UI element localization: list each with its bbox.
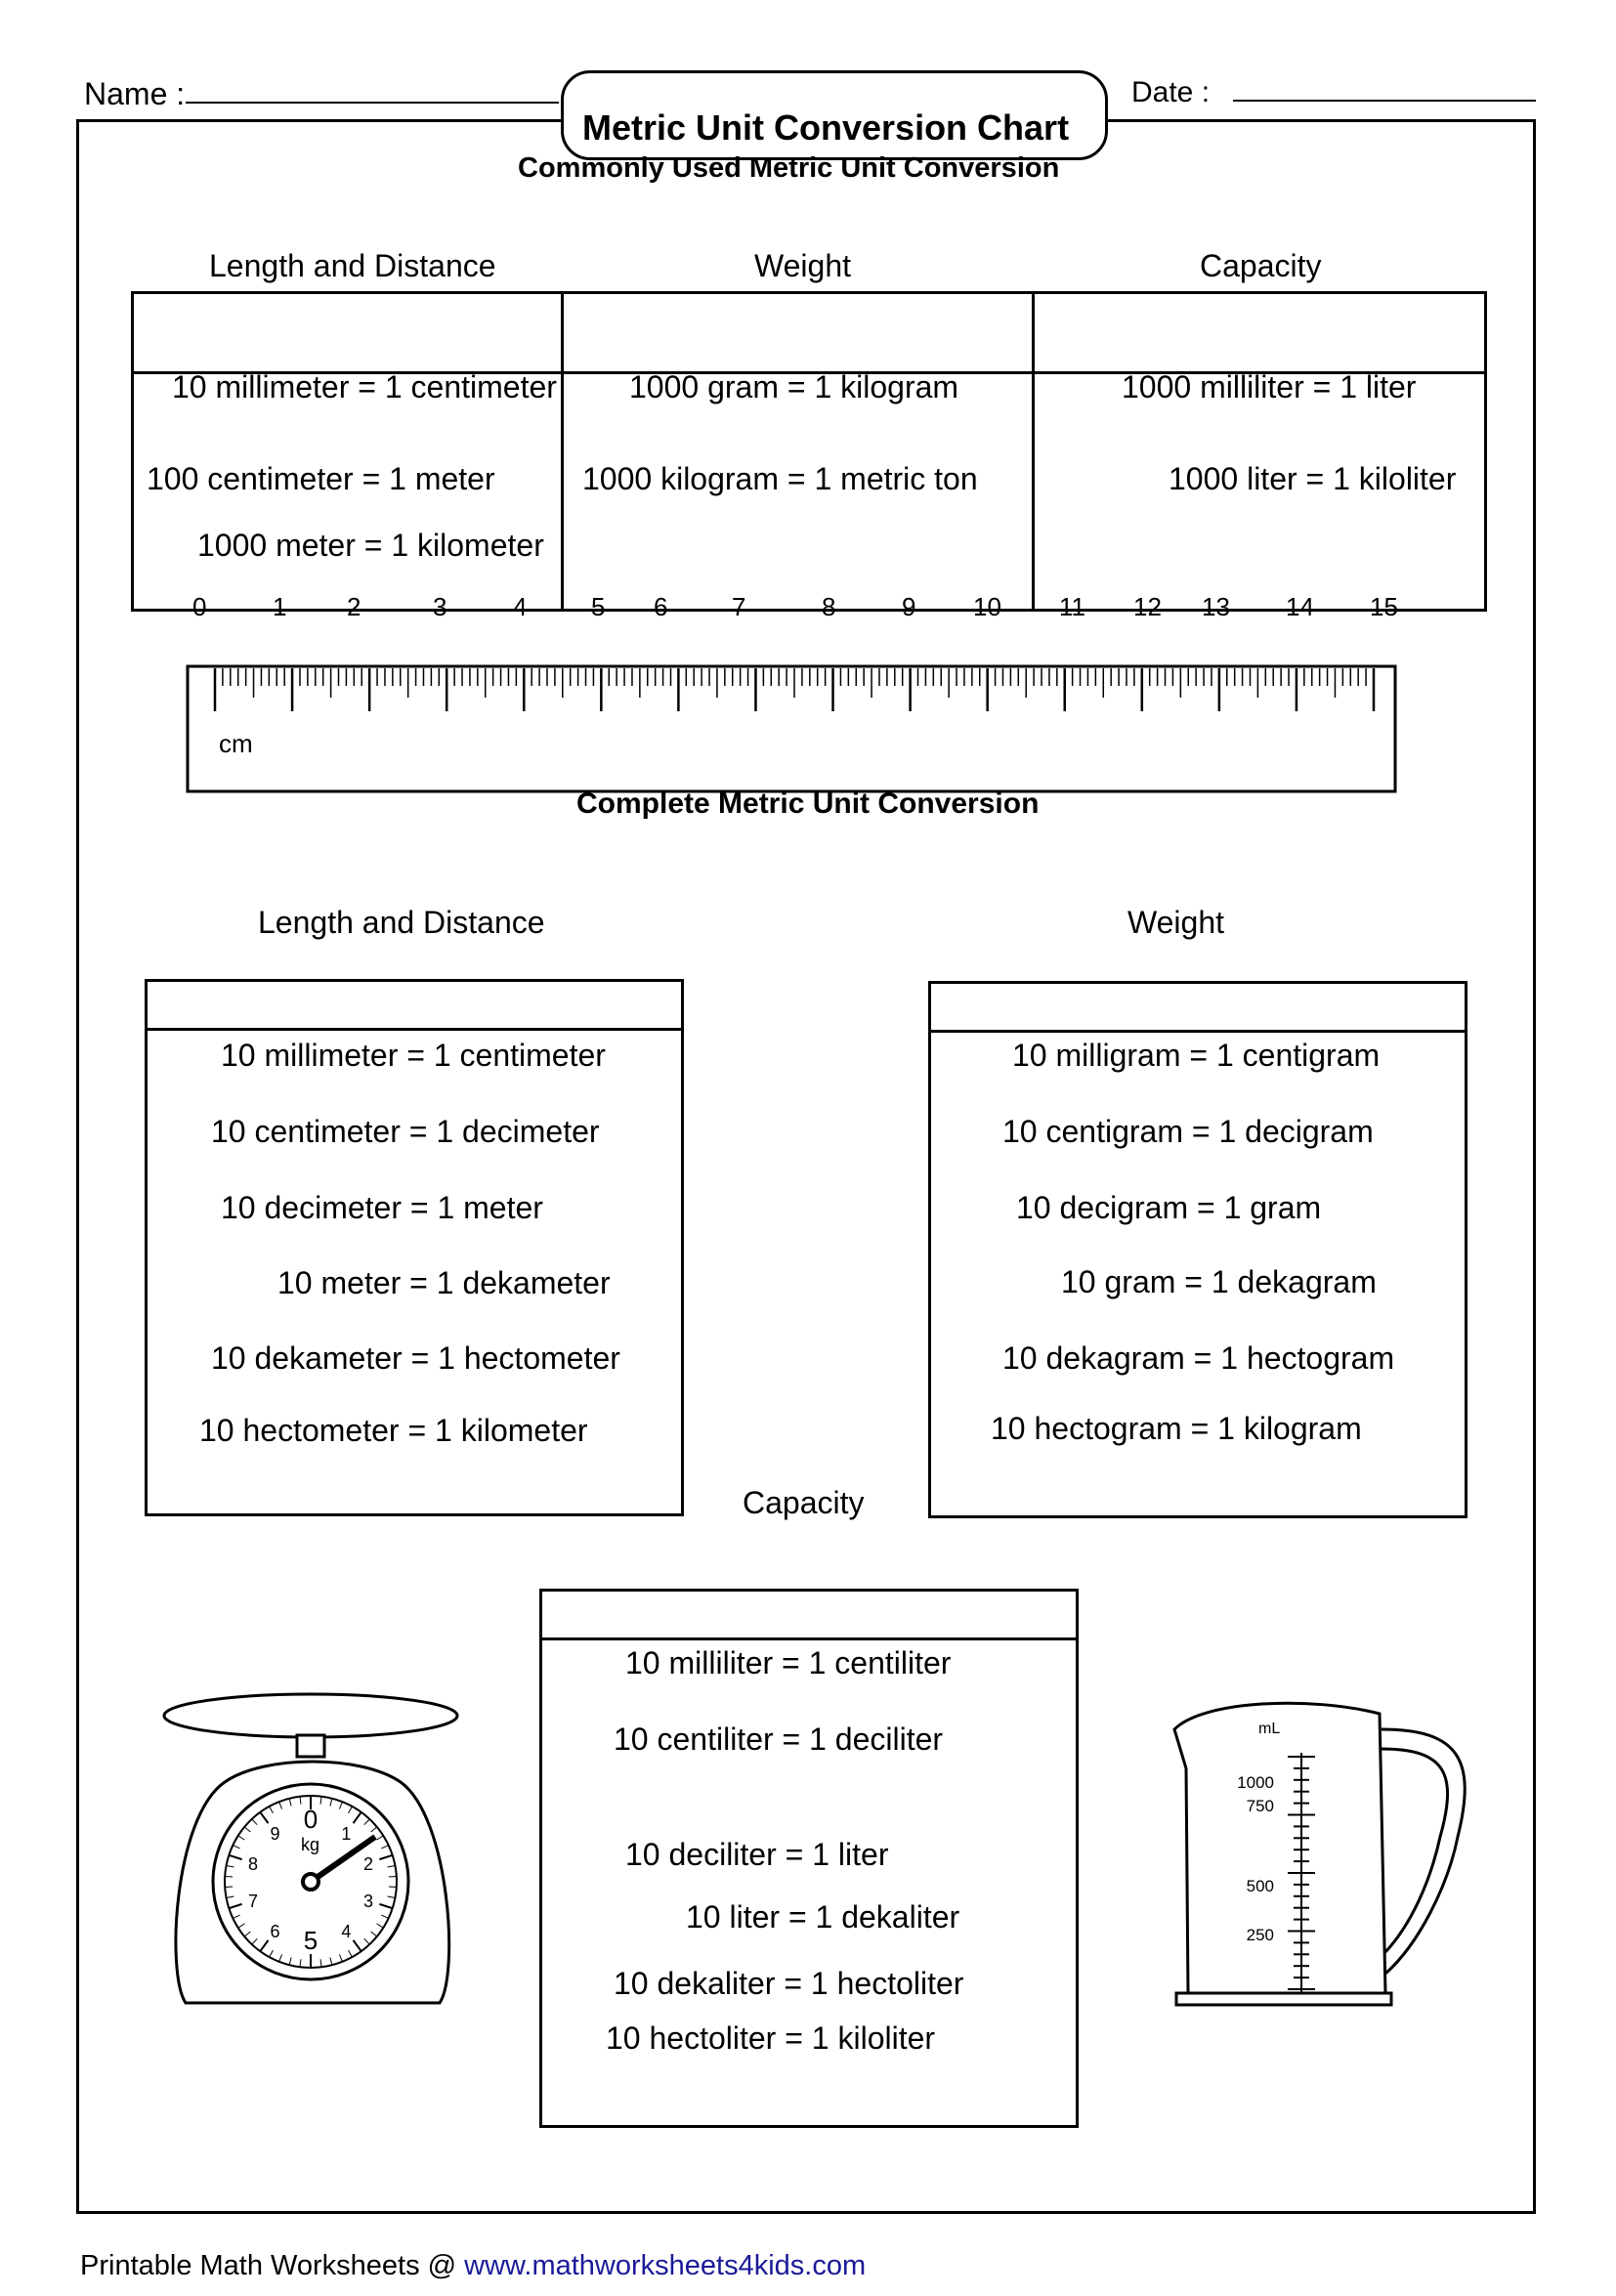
dial-number: 4 <box>341 1922 352 1942</box>
scale-needle-hub <box>303 1874 319 1890</box>
complete-length-6: 10 hectometer = 1 kilometer <box>199 1413 588 1448</box>
ruler-number-9: 9 <box>902 592 916 621</box>
date-label: Date : <box>1131 76 1211 108</box>
scale-plate <box>164 1694 457 1737</box>
ruler-number-5: 5 <box>591 592 606 621</box>
jug-mark-label: 500 <box>1246 1877 1274 1895</box>
ruler-number-3: 3 <box>433 592 447 621</box>
complete-length-4: 10 meter = 1 dekameter <box>277 1265 611 1300</box>
ruler-number-7: 7 <box>732 592 746 621</box>
page-title: Metric Unit Conversion Chart <box>582 107 1070 148</box>
ruler-number-0: 0 <box>192 592 207 621</box>
scale-unit: kg <box>301 1835 320 1854</box>
common-length-2: 100 centimeter = 1 meter <box>147 461 495 496</box>
complete-weight-4: 10 gram = 1 dekagram <box>1061 1264 1377 1299</box>
jug-base <box>1176 1993 1391 2005</box>
complete-weight-2: 10 centigram = 1 decigram <box>1002 1114 1374 1149</box>
footer-prefix: Printable Math Worksheets @ <box>80 2250 465 2281</box>
ruler-number-14: 14 <box>1286 592 1314 621</box>
common-capacity-1: 1000 milliliter = 1 liter <box>1122 369 1417 404</box>
complete-length-3: 10 decimeter = 1 meter <box>221 1190 543 1225</box>
ruler <box>186 664 1397 793</box>
complete-capacity-6: 10 hectoliter = 1 kiloliter <box>606 2020 936 2056</box>
ruler-number-15: 15 <box>1370 592 1398 621</box>
dial-number: 6 <box>270 1922 280 1942</box>
jug-mark-label: 1000 <box>1237 1773 1274 1792</box>
common-weight-2: 1000 kilogram = 1 metric ton <box>582 461 978 496</box>
ruler-number-6: 6 <box>654 592 668 621</box>
complete-weight-1: 10 milligram = 1 centigram <box>1012 1038 1381 1073</box>
common-table <box>131 291 1487 612</box>
dial-number: 3 <box>362 1892 373 1912</box>
complete-weight-header-line <box>928 1030 1467 1033</box>
common-table-divider-2 <box>1032 291 1035 612</box>
complete-capacity-label: Capacity <box>743 1485 865 1520</box>
common-length-1: 10 millimeter = 1 centimeter <box>172 369 557 404</box>
dial-tick <box>225 1876 233 1877</box>
complete-capacity-5: 10 dekaliter = 1 hectoliter <box>614 1966 964 2001</box>
dial-number: 0 <box>303 1805 319 1834</box>
complete-capacity-3: 10 deciliter = 1 liter <box>625 1837 889 1872</box>
date-line[interactable] <box>1233 100 1536 102</box>
col-capacity-label: Capacity <box>1200 248 1322 283</box>
dial-number: 2 <box>362 1853 373 1874</box>
col-weight-label: Weight <box>754 248 852 283</box>
dial-tick <box>389 1876 397 1877</box>
kitchen-scale-illustration <box>156 1680 469 2013</box>
complete-weight-5: 10 dekagram = 1 hectogram <box>1002 1340 1395 1376</box>
footer <box>80 2252 866 2280</box>
name-label: Name : <box>84 76 186 111</box>
common-weight-1: 1000 gram = 1 kilogram <box>629 369 959 404</box>
complete-length-2: 10 centimeter = 1 decimeter <box>211 1114 600 1149</box>
complete-weight-6: 10 hectogram = 1 kilogram <box>991 1411 1362 1446</box>
common-length-3: 1000 meter = 1 kilometer <box>197 528 544 563</box>
ruler-number-12: 12 <box>1133 592 1162 621</box>
col-length-label: Length and Distance <box>209 248 496 283</box>
complete-capacity-header-line <box>539 1637 1079 1640</box>
dial-number: 1 <box>341 1823 352 1844</box>
ruler-number-4: 4 <box>513 592 528 621</box>
complete-length-1: 10 millimeter = 1 centimeter <box>221 1038 606 1073</box>
jug-mark-label: 750 <box>1246 1797 1274 1815</box>
measuring-jug-illustration <box>1165 1690 1477 2013</box>
complete-title: Complete Metric Unit Conversion <box>576 787 1040 820</box>
name-line[interactable] <box>186 102 559 104</box>
complete-weight-3: 10 decigram = 1 gram <box>1016 1190 1322 1225</box>
jug-handle-inner <box>1382 1749 1448 1952</box>
ruler-number-13: 13 <box>1202 592 1230 621</box>
dial-number: 9 <box>270 1823 280 1844</box>
common-table-divider-1 <box>561 291 564 612</box>
ruler-number-10: 10 <box>973 592 1001 621</box>
jug-body <box>1174 1703 1385 1993</box>
jug-mark-label: 250 <box>1246 1926 1274 1944</box>
ruler-number-1: 1 <box>273 592 287 621</box>
complete-capacity-1: 10 milliliter = 1 centiliter <box>625 1645 952 1680</box>
dial-tick <box>225 1887 233 1888</box>
jug-handle-outer <box>1382 1729 1465 1974</box>
complete-capacity-4: 10 liter = 1 dekaliter <box>686 1899 960 1935</box>
dial-number: 7 <box>248 1892 259 1912</box>
jug-unit: mL <box>1258 1721 1281 1737</box>
complete-length-label: Length and Distance <box>258 905 545 940</box>
dial-tick <box>389 1887 397 1888</box>
ruler-unit: cm <box>219 729 253 758</box>
ruler-number-8: 8 <box>822 592 836 621</box>
ruler-number-2: 2 <box>347 592 361 621</box>
dial-number: 5 <box>303 1926 319 1955</box>
subtitle: Commonly Used Metric Unit Conversion <box>518 152 1060 184</box>
ruler-number-11: 11 <box>1059 592 1085 621</box>
complete-length-header-line <box>145 1028 684 1031</box>
common-capacity-2: 1000 liter = 1 kiloliter <box>1169 461 1457 496</box>
footer-link[interactable]: www.mathworksheets4kids.com <box>464 2250 867 2281</box>
complete-length-5: 10 dekameter = 1 hectometer <box>211 1340 620 1376</box>
complete-weight-label: Weight <box>1127 905 1225 940</box>
scale-stem <box>297 1735 324 1757</box>
dial-number: 8 <box>248 1853 259 1874</box>
complete-capacity-2: 10 centiliter = 1 deciliter <box>614 1722 944 1757</box>
